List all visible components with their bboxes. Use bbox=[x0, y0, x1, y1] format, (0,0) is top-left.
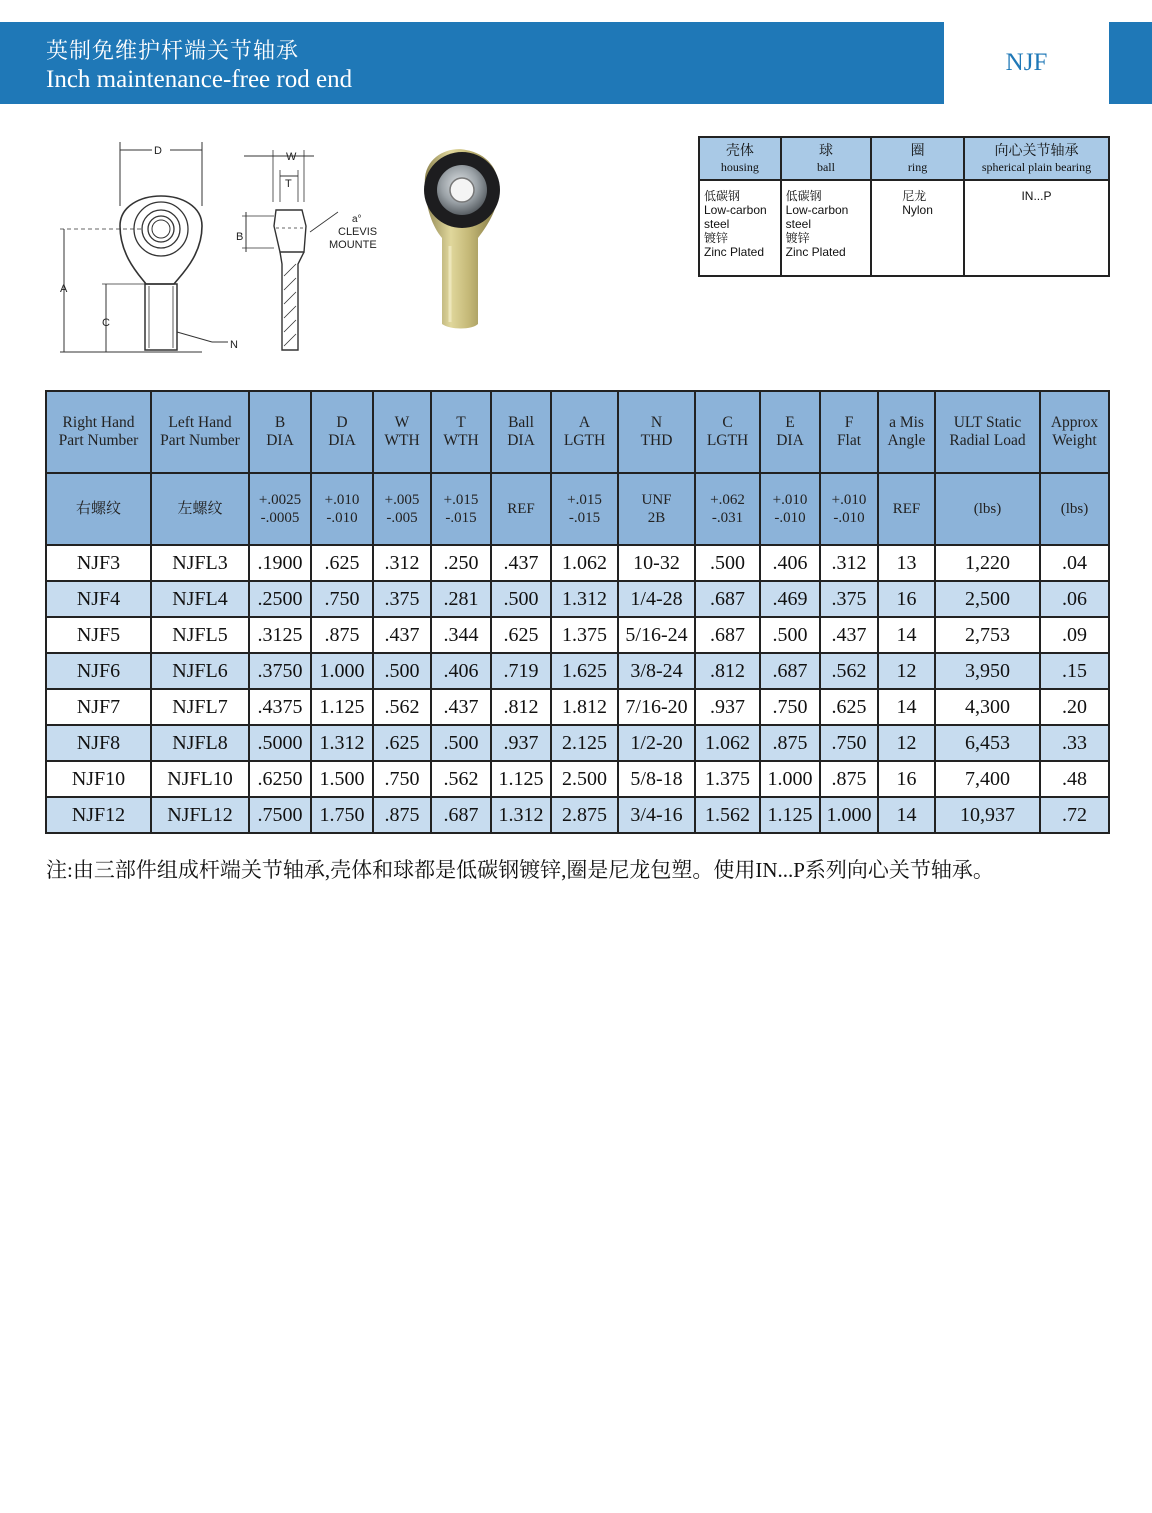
column-header-line: DIA bbox=[776, 432, 804, 449]
table-cell: NJFL8 bbox=[151, 725, 249, 761]
table-cell: .875 bbox=[820, 761, 878, 797]
table-cell: .687 bbox=[431, 797, 491, 833]
label-a: A bbox=[60, 283, 68, 295]
table-cell: 1.312 bbox=[491, 797, 551, 833]
label-clevis: CLEVIS bbox=[338, 226, 378, 238]
table-cell: 2,500 bbox=[935, 581, 1040, 617]
column-header-line: Part Number bbox=[160, 432, 240, 449]
tolerance-header-line: UNF bbox=[641, 492, 672, 508]
table-cell: NJFL12 bbox=[151, 797, 249, 833]
table-cell: 16 bbox=[878, 581, 935, 617]
table-cell: 1.000 bbox=[760, 761, 820, 797]
label-n: N bbox=[230, 339, 238, 351]
column-header-line: B bbox=[274, 414, 286, 431]
table-cell: .281 bbox=[431, 581, 491, 617]
tolerance-header-line: REF bbox=[507, 501, 535, 517]
column-header-line: Approx bbox=[1050, 414, 1099, 431]
tolerance-header-line: +.0025 bbox=[258, 492, 302, 508]
column-header-line: Left Hand bbox=[168, 414, 232, 431]
column-header-line: T bbox=[456, 414, 466, 431]
table-cell: 2.500 bbox=[551, 761, 618, 797]
table-cell: 14 bbox=[878, 797, 935, 833]
table-cell: .33 bbox=[1040, 725, 1109, 761]
material-line: 镀锌 bbox=[785, 231, 810, 245]
column-header bbox=[935, 391, 1040, 473]
table-cell: .1900 bbox=[249, 545, 311, 581]
table-cell: 1.125 bbox=[491, 761, 551, 797]
column-header-line: Weight bbox=[1052, 432, 1097, 449]
table-cell: 1.312 bbox=[311, 725, 373, 761]
table-cell: 7,400 bbox=[935, 761, 1040, 797]
table-cell: .812 bbox=[491, 689, 551, 725]
tolerance-header-line: +.015 bbox=[567, 492, 602, 508]
material-line: Low-carbon bbox=[704, 203, 767, 217]
table-cell: .04 bbox=[1040, 545, 1109, 581]
column-header-line: Ball bbox=[508, 414, 534, 431]
table-cell: .687 bbox=[760, 653, 820, 689]
column-header-line: A bbox=[578, 414, 591, 431]
table-cell: .875 bbox=[311, 617, 373, 653]
table-cell: 3,950 bbox=[935, 653, 1040, 689]
ball-header-cn: 球 bbox=[818, 143, 833, 159]
table-cell: 1.500 bbox=[311, 761, 373, 797]
table-row bbox=[46, 797, 1109, 833]
tolerance-header bbox=[373, 473, 431, 545]
tolerance-header bbox=[695, 473, 760, 545]
table-cell: .06 bbox=[1040, 581, 1109, 617]
table-cell: .5000 bbox=[249, 725, 311, 761]
tolerance-header-line: +.010 bbox=[831, 492, 867, 508]
table-cell: 1/2-20 bbox=[618, 725, 695, 761]
table-row bbox=[46, 581, 1109, 617]
table-cell: NJF12 bbox=[46, 797, 151, 833]
column-header bbox=[1040, 391, 1109, 473]
tolerance-header bbox=[551, 473, 618, 545]
table-cell: NJF8 bbox=[46, 725, 151, 761]
table-cell: .750 bbox=[820, 725, 878, 761]
header-row-tolerances bbox=[46, 473, 1109, 545]
table-cell: 4,300 bbox=[935, 689, 1040, 725]
side-view-labels bbox=[236, 151, 377, 251]
table-cell: .20 bbox=[1040, 689, 1109, 725]
table-cell: .2500 bbox=[249, 581, 311, 617]
table-cell: .625 bbox=[373, 725, 431, 761]
table-cell: .500 bbox=[760, 617, 820, 653]
column-header bbox=[491, 391, 551, 473]
table-cell: NJFL7 bbox=[151, 689, 249, 725]
table-cell: .719 bbox=[491, 653, 551, 689]
tolerance-header bbox=[760, 473, 820, 545]
tolerance-header-line: (lbs) bbox=[1060, 501, 1089, 517]
column-header-line: N bbox=[650, 414, 663, 431]
column-header-line: LGTH bbox=[563, 432, 606, 449]
table-cell: 1.375 bbox=[695, 761, 760, 797]
table-row bbox=[46, 689, 1109, 725]
table-cell: NJF6 bbox=[46, 653, 151, 689]
column-header-line: Part Number bbox=[58, 432, 139, 449]
column-header-line: C bbox=[722, 414, 733, 431]
table-cell: .3125 bbox=[249, 617, 311, 653]
table-cell: NJFL3 bbox=[151, 545, 249, 581]
tolerance-header-line: REF bbox=[892, 501, 921, 517]
tolerance-header-line: -.031 bbox=[711, 510, 744, 526]
dimensions-table bbox=[45, 390, 1110, 834]
tolerance-header-line: +.005 bbox=[384, 492, 420, 508]
table-cell: .500 bbox=[695, 545, 760, 581]
housing-material bbox=[699, 180, 781, 276]
material-line: Zinc Plated bbox=[785, 245, 846, 259]
table-cell: 1.562 bbox=[695, 797, 760, 833]
column-header bbox=[373, 391, 431, 473]
table-cell: NJF4 bbox=[46, 581, 151, 617]
table-cell: .562 bbox=[820, 653, 878, 689]
label-w: W bbox=[286, 151, 297, 163]
materials-table bbox=[698, 136, 1110, 277]
table-cell: .7500 bbox=[249, 797, 311, 833]
table-cell: .875 bbox=[373, 797, 431, 833]
table-cell: .687 bbox=[695, 617, 760, 653]
tolerance-header-line: -.015 bbox=[568, 510, 601, 526]
table-cell: 5/16-24 bbox=[618, 617, 695, 653]
column-header-line: F bbox=[844, 414, 854, 431]
housing-header bbox=[699, 137, 781, 180]
table-cell: 7/16-20 bbox=[618, 689, 695, 725]
banner-edge-strip bbox=[1109, 22, 1152, 104]
table-cell: .562 bbox=[373, 689, 431, 725]
table-cell: .48 bbox=[1040, 761, 1109, 797]
tolerance-header-line: +.015 bbox=[443, 492, 479, 508]
material-line: 尼龙 bbox=[902, 189, 927, 203]
table-cell: NJFL10 bbox=[151, 761, 249, 797]
label-t: T bbox=[285, 178, 292, 190]
column-header-line: DIA bbox=[328, 432, 356, 449]
column-header bbox=[695, 391, 760, 473]
ring-material bbox=[871, 180, 964, 276]
table-cell: .312 bbox=[820, 545, 878, 581]
table-cell: .750 bbox=[373, 761, 431, 797]
table-cell: .937 bbox=[695, 689, 760, 725]
material-line: Low-carbon bbox=[785, 203, 849, 217]
tolerance-header-line: (lbs) bbox=[973, 501, 1002, 517]
material-line: Nylon bbox=[902, 203, 933, 217]
tolerance-header-line: -.0005 bbox=[260, 510, 300, 526]
table-row bbox=[46, 725, 1109, 761]
table-cell: .437 bbox=[431, 689, 491, 725]
label-mounted: MOUNTE bbox=[329, 239, 377, 251]
table-cell: NJF5 bbox=[46, 617, 151, 653]
tolerance-header-line: 右螺纹 bbox=[75, 501, 121, 517]
table-cell: .875 bbox=[760, 725, 820, 761]
table-cell: .625 bbox=[491, 617, 551, 653]
table-cell: .4375 bbox=[249, 689, 311, 725]
table-cell: NJF10 bbox=[46, 761, 151, 797]
table-cell: .812 bbox=[695, 653, 760, 689]
table-cell: .437 bbox=[491, 545, 551, 581]
table-cell: .72 bbox=[1040, 797, 1109, 833]
table-cell: 1.125 bbox=[760, 797, 820, 833]
table-cell: .937 bbox=[491, 725, 551, 761]
tolerance-header bbox=[1040, 473, 1109, 545]
column-header-line: E bbox=[785, 414, 795, 431]
table-cell: 1.000 bbox=[820, 797, 878, 833]
tolerance-header bbox=[46, 473, 151, 545]
housing-header-en: housing bbox=[720, 159, 759, 174]
column-header bbox=[311, 391, 373, 473]
table-cell: .500 bbox=[431, 725, 491, 761]
tolerance-header bbox=[311, 473, 373, 545]
column-header bbox=[618, 391, 695, 473]
table-cell: 12 bbox=[878, 653, 935, 689]
bearing-material bbox=[964, 180, 1109, 276]
footnote: 注:由三部件组成杆端关节轴承,壳体和球都是低碳钢镀锌,圈是尼龙包塑。使用IN...P系列向心关节轴承。 bbox=[46, 858, 994, 882]
table-cell: NJF3 bbox=[46, 545, 151, 581]
ball-header-en: ball bbox=[816, 159, 835, 174]
column-header bbox=[878, 391, 935, 473]
tolerance-header bbox=[151, 473, 249, 545]
column-header bbox=[46, 391, 151, 473]
material-line: 低碳钢 bbox=[704, 189, 741, 203]
column-header-line: D bbox=[336, 414, 348, 431]
table-cell: .406 bbox=[431, 653, 491, 689]
label-b: B bbox=[236, 231, 244, 243]
ring-header-cn: 圈 bbox=[910, 143, 925, 159]
table-cell: .437 bbox=[820, 617, 878, 653]
column-header-line: LGTH bbox=[706, 432, 749, 449]
tolerance-header-line: +.062 bbox=[710, 492, 745, 508]
tolerance-header bbox=[618, 473, 695, 545]
table-cell: .3750 bbox=[249, 653, 311, 689]
label-angle: a° bbox=[352, 214, 362, 225]
table-cell: 1.312 bbox=[551, 581, 618, 617]
rod-end-technical-drawing bbox=[52, 136, 382, 362]
table-cell: .625 bbox=[311, 545, 373, 581]
tolerance-header-line: 左螺纹 bbox=[177, 501, 223, 517]
material-line: 低碳钢 bbox=[785, 189, 822, 203]
column-header bbox=[760, 391, 820, 473]
table-cell: 2,753 bbox=[935, 617, 1040, 653]
table-row bbox=[46, 545, 1109, 581]
table-cell: .500 bbox=[373, 653, 431, 689]
series-code: NJF bbox=[1005, 49, 1048, 76]
column-header bbox=[249, 391, 311, 473]
column-header-line: a Mis bbox=[889, 414, 924, 431]
bearing-header-en: spherical plain bearing bbox=[981, 159, 1092, 174]
tolerance-header-line: -.015 bbox=[445, 510, 477, 526]
table-cell: 12 bbox=[878, 725, 935, 761]
column-header-line: DIA bbox=[266, 432, 294, 449]
tolerance-header bbox=[431, 473, 491, 545]
tolerance-header-line: -.005 bbox=[386, 510, 418, 526]
ball-material bbox=[781, 180, 872, 276]
column-header-line: Right Hand bbox=[62, 414, 135, 431]
table-cell: .250 bbox=[431, 545, 491, 581]
table-cell: 14 bbox=[878, 689, 935, 725]
table-cell: 6,453 bbox=[935, 725, 1040, 761]
table-cell: .406 bbox=[760, 545, 820, 581]
table-cell: .687 bbox=[695, 581, 760, 617]
table-row bbox=[46, 653, 1109, 689]
label-c: C bbox=[102, 317, 110, 329]
tolerance-header-line: -.010 bbox=[326, 510, 358, 526]
material-line: Zinc Plated bbox=[704, 245, 765, 259]
table-cell: .09 bbox=[1040, 617, 1109, 653]
table-cell: .15 bbox=[1040, 653, 1109, 689]
table-row bbox=[46, 761, 1109, 797]
table-cell: .375 bbox=[373, 581, 431, 617]
tolerance-header-line: -.010 bbox=[774, 510, 806, 526]
table-cell: .437 bbox=[373, 617, 431, 653]
table-cell: 1/4-28 bbox=[618, 581, 695, 617]
table-cell: 2.875 bbox=[551, 797, 618, 833]
column-header-line: Flat bbox=[836, 432, 862, 449]
materials-header-row bbox=[699, 137, 1109, 180]
table-cell: .562 bbox=[431, 761, 491, 797]
column-header-line: W bbox=[394, 414, 410, 431]
table-cell: NJFL4 bbox=[151, 581, 249, 617]
column-header bbox=[820, 391, 878, 473]
table-cell: 10-32 bbox=[618, 545, 695, 581]
table-cell: .625 bbox=[820, 689, 878, 725]
table-cell: NJF7 bbox=[46, 689, 151, 725]
table-cell: 3/8-24 bbox=[618, 653, 695, 689]
table-cell: 1.000 bbox=[311, 653, 373, 689]
tolerance-header bbox=[249, 473, 311, 545]
front-view bbox=[60, 142, 228, 352]
table-cell: 3/4-16 bbox=[618, 797, 695, 833]
column-header-line: THD bbox=[640, 432, 673, 449]
column-header-line: DIA bbox=[507, 432, 535, 449]
material-line: 镀锌 bbox=[704, 231, 729, 245]
table-cell: 1.375 bbox=[551, 617, 618, 653]
table-cell: 1,220 bbox=[935, 545, 1040, 581]
table-cell: .312 bbox=[373, 545, 431, 581]
table-cell: 1.625 bbox=[551, 653, 618, 689]
table-cell: .375 bbox=[820, 581, 878, 617]
table-cell: .750 bbox=[760, 689, 820, 725]
ring-header-en: ring bbox=[907, 159, 928, 174]
label-d: D bbox=[154, 145, 162, 157]
title-chinese: 英制免维护杆端关节轴承 bbox=[46, 38, 300, 63]
material-line: steel bbox=[785, 217, 812, 231]
table-cell: NJFL6 bbox=[151, 653, 249, 689]
column-header-line: WTH bbox=[443, 432, 479, 449]
ball-header bbox=[781, 137, 872, 180]
tolerance-header-line: +.010 bbox=[324, 492, 360, 508]
column-header bbox=[551, 391, 618, 473]
ring-header bbox=[871, 137, 964, 180]
table-cell: 5/8-18 bbox=[618, 761, 695, 797]
table-cell: 1.750 bbox=[311, 797, 373, 833]
table-cell: .500 bbox=[491, 581, 551, 617]
table-cell: 16 bbox=[878, 761, 935, 797]
table-cell: 13 bbox=[878, 545, 935, 581]
tolerance-header-line: +.010 bbox=[772, 492, 808, 508]
material-line: steel bbox=[704, 217, 730, 231]
table-cell: 10,937 bbox=[935, 797, 1040, 833]
material-line: IN...P bbox=[1021, 189, 1052, 203]
table-cell: 1.062 bbox=[695, 725, 760, 761]
tolerance-header-line: 2B bbox=[647, 510, 666, 526]
column-header bbox=[151, 391, 249, 473]
rod-end-product-image bbox=[380, 126, 556, 336]
header-banner bbox=[0, 22, 944, 104]
table-cell: .344 bbox=[431, 617, 491, 653]
table-cell: 1.062 bbox=[551, 545, 618, 581]
housing-header-cn: 壳体 bbox=[725, 143, 754, 159]
tolerance-header-line: -.010 bbox=[833, 510, 865, 526]
table-row bbox=[46, 617, 1109, 653]
tolerance-header bbox=[935, 473, 1040, 545]
tolerance-header bbox=[820, 473, 878, 545]
column-header-line: Angle bbox=[887, 432, 926, 449]
title-english: Inch maintenance-free rod end bbox=[46, 66, 353, 93]
header-row-labels bbox=[46, 391, 1109, 473]
table-cell: 14 bbox=[878, 617, 935, 653]
table-cell: NJFL5 bbox=[151, 617, 249, 653]
column-header-line: ULT Static bbox=[953, 414, 1022, 431]
bearing-header bbox=[964, 137, 1109, 180]
tolerance-header bbox=[491, 473, 551, 545]
bearing-header-cn: 向心关节轴承 bbox=[994, 143, 1079, 159]
table-cell: 1.125 bbox=[311, 689, 373, 725]
table-cell: .750 bbox=[311, 581, 373, 617]
column-header-line: Radial Load bbox=[949, 432, 1026, 449]
materials-body-row bbox=[699, 180, 1109, 276]
table-cell: .469 bbox=[760, 581, 820, 617]
table-cell: 1.812 bbox=[551, 689, 618, 725]
column-header-line: WTH bbox=[384, 432, 420, 449]
table-cell: .6250 bbox=[249, 761, 311, 797]
column-header bbox=[431, 391, 491, 473]
table-cell: 2.125 bbox=[551, 725, 618, 761]
tolerance-header bbox=[878, 473, 935, 545]
